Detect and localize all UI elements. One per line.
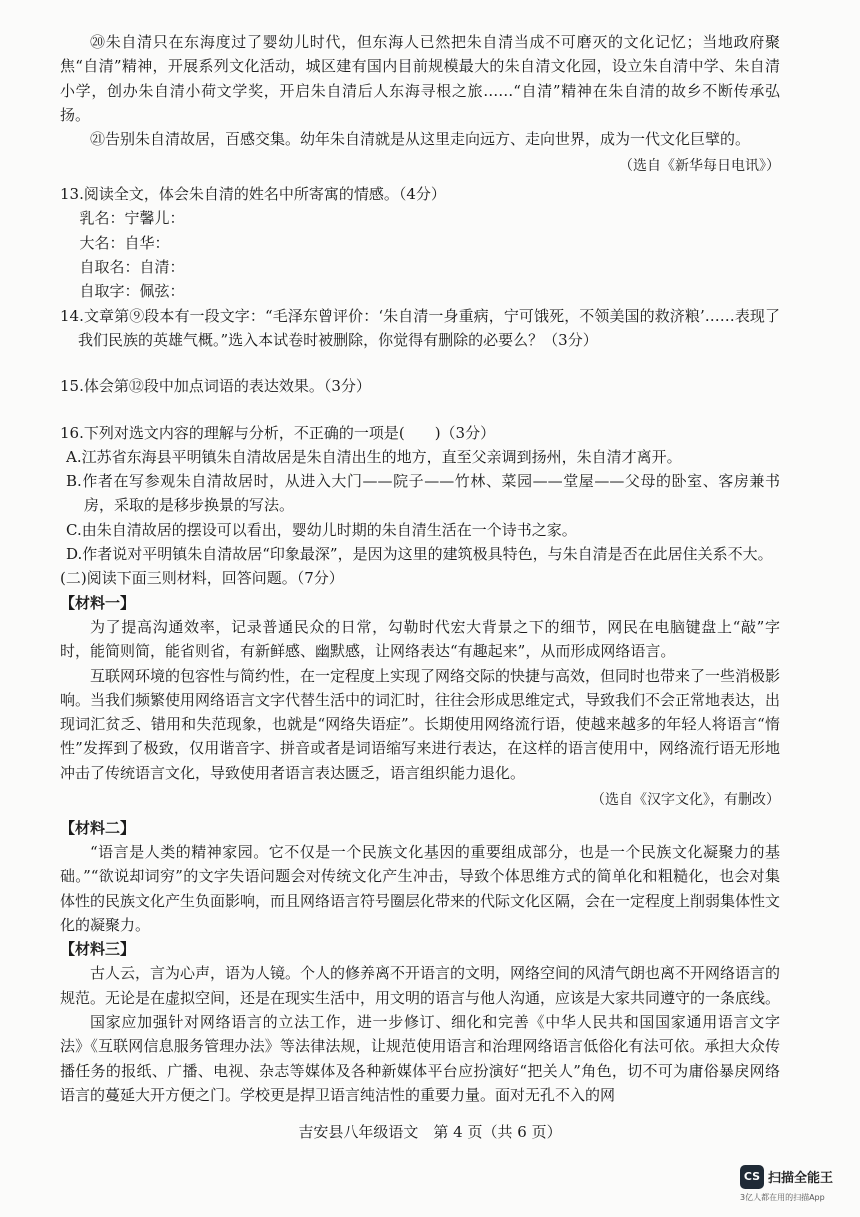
- material-3-paragraph-1: 古人云，言为心声，语为人镜。个人的修养离不开语言的文明，网络空间的风清气朗也离不开网络语言的规范。无论是在虚拟空间，还是在现实生活中，用文明的语言与他人沟通，应该是大家共同遵守的一条底线。: [60, 964, 781, 1007]
- question-13-line-4: 自取字：佩弦：: [79, 282, 185, 301]
- scanner-app-name: 扫描全能王: [768, 1171, 834, 1186]
- material-2-paragraph: “语言是人类的精神家园。它不仅是一个民族文化基因的重要组成部分，也是一个民族文化凝聚力的基础。”“欲说却词穷”的文字失语问题会对传统文化产生冲击，导致个体思维方式的简单化和粗糙化，也会对集体性的民族文化产生负面影响，而且网络语言符号圈层化带来的代际文化区隔，会在一定程度上削弱集体性文化的凝聚力。: [60, 842, 781, 934]
- question-16-option-a: A.江苏省东海县平明镇朱自清故居是朱自清出生的地方，直至父亲调到扬州，朱自清才离开。: [66, 447, 682, 466]
- question-13-line-3: 自取名：自清：: [79, 258, 185, 277]
- question-16-option-b: B.作者在写参观朱自清故居时，从进入大门——院子——竹林、菜园——堂屋——父母的卧室、客房兼书房，采取的是移步换景的写法。: [66, 472, 780, 515]
- material-1-paragraph-1: 为了提高沟通效率，记录普通民众的日常，勾勒时代宏大背景之下的细节，网民在电脑键盘上“敲”字时，能简则简，能省则省，有新鲜感、幽默感，让网络表达“有趣起来”，从而形成网络语言。: [60, 617, 780, 661]
- passage-source: （选自《新华每日电讯》）: [619, 158, 780, 175]
- material-3-heading: 【材料三】: [60, 940, 136, 959]
- page-content: [60, 30, 780, 1107]
- material-3-paragraph-2: 国家应加强针对网络语言的立法工作，进一步修订、细化和完善《中华人民共和国国家通用语言文字法》《互联网信息服务管理办法》等法律法规，让规范使用语言和治理网络语言低俗化有法可依。承担大众传播任务的报纸、广播、电视、杂志等媒体及各种新媒体平台应扮演好“把关人”角色，切不可为庸俗暴戾网络语言的蔓延大开方便之门。学校更是捍卫语言纯洁性的重要力量。面对无孔不入的网: [60, 1013, 780, 1104]
- question-13-line-2: 大名：自华：: [79, 233, 170, 252]
- question-16-option-c: C.由朱自清故居的摆设可以看出，婴幼儿时期的朱自清生活在一个诗书之家。: [66, 520, 577, 539]
- camscanner-logo-icon: CS: [740, 1165, 764, 1189]
- material-1-heading: 【材料一】: [60, 593, 136, 612]
- question-15-stem: 15.体会第⑫段中加点词语的表达效果。（3分）: [60, 377, 371, 396]
- answer-space: [60, 352, 780, 374]
- material-1-source: （选自《汉字文化》，有删改）: [591, 791, 780, 808]
- scanner-tagline: 3亿人都在用的扫描App: [740, 1193, 825, 1202]
- answer-space: [60, 399, 780, 421]
- question-13-line-1: 乳名：宁馨儿：: [79, 209, 185, 228]
- page-footer: 吉安县八年级语文 第 4 页（共 6 页）: [298, 1123, 562, 1141]
- question-16-stem: 16.下列对选文内容的理解与分析，不正确的一项是( )（3分）: [60, 423, 496, 442]
- question-14-stem: 14.文章第⑨段本有一段文字：“毛泽东曾评价：‘朱自清一身重病，宁可饿死，不领美国的救济粮’……表现了我们民族的英雄气概。”选入本试卷时被删除，你觉得有删除的必要么？（3分）: [60, 306, 780, 349]
- scanner-watermark: [740, 1165, 840, 1207]
- section-2-heading: (二)阅读下面三则材料，回答问题。（7分）: [60, 569, 344, 588]
- question-16-option-d: D.作者说对平明镇朱自清故居“印象最深”，是因为这里的建筑极具特色，与朱自清是否在此居住关系不大。: [66, 545, 773, 564]
- passage-paragraph-20: ⑳朱自清只在东海度过了婴幼儿时代，但东海人已然把朱自清当成不可磨灭的文化记忆；当地政府聚焦“自清”精神，开展系列文化活动，城区建有国内目前规模最大的朱自清文化园，设立朱自清中学、朱自清小学，创办朱自清小荷文学奖，开启朱自清后人东海寻根之旅……“自清”精神在朱自清的故乡不断传承弘扬。: [60, 33, 780, 124]
- material-2-heading: 【材料二】: [60, 818, 136, 837]
- question-13-stem: 13.阅读全文，体会朱自清的姓名中所寄寓的情感。（4分）: [60, 185, 446, 204]
- passage-paragraph-21: ㉑告别朱自清故居，百感交集。幼年朱自清就是从这里走向远方、走向世界，成为一代文化巨擘的。: [90, 130, 751, 149]
- material-1-paragraph-2: 互联网环境的包容性与简约性，在一定程度上实现了网络交际的快捷与高效，但同时也带来了一些消极影响。当我们频繁使用网络语言文字代替生活中的词汇时，往往会形成思维定式，导致我们不会正常地表达，出现词汇贫乏、错用和失范现象，也就是“网络失语症”。长期使用网络流行语，使越来越多的年轻人将语言“惰性”发挥到了极致，仅用谐音字、拼音或者是词语缩写来进行表达，在这样的语言使用中，网络流行语无形地冲击了传统语言文化，导致使用者语言表达匮乏，语言组织能力退化。: [60, 666, 781, 782]
